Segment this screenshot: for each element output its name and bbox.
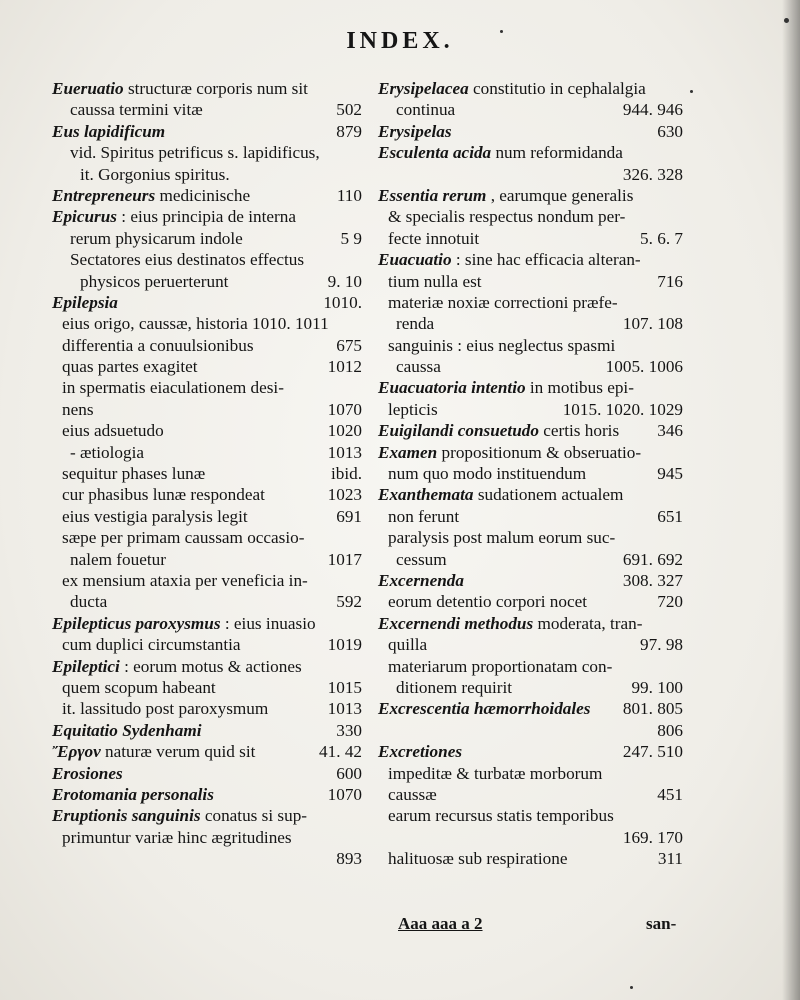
index-page-ref: 1013 bbox=[327, 699, 362, 719]
index-page-ref: 675 bbox=[336, 335, 362, 355]
index-line bbox=[378, 463, 683, 484]
index-entry-text: ditionem requirit bbox=[396, 677, 512, 697]
index-page-ref: 326. 328 bbox=[622, 164, 683, 184]
index-entry-text: sæpe per primam caussam occasio- bbox=[62, 528, 305, 548]
index-line bbox=[52, 399, 362, 420]
index-entry-text: lepticis bbox=[388, 399, 438, 419]
index-page-ref: ibid. bbox=[330, 464, 362, 484]
index-line bbox=[378, 677, 683, 698]
index-page-ref: 1070 bbox=[327, 399, 362, 419]
index-entry-text: Erysipelas bbox=[378, 121, 452, 141]
index-entry-text: materiarum proportionatam con- bbox=[388, 656, 613, 676]
index-line bbox=[52, 506, 362, 527]
index-entry-text: eius adsuetudo bbox=[62, 421, 164, 441]
index-entry-text: differentia a conuulsionibus bbox=[62, 335, 254, 355]
index-line bbox=[52, 249, 362, 270]
index-page-ref: 107. 108 bbox=[622, 314, 683, 334]
index-page-ref: 451 bbox=[657, 784, 683, 804]
index-entry-text: vid. Spiritus petrificus s. lapidificus, bbox=[70, 143, 320, 163]
index-line bbox=[52, 335, 362, 356]
index-line bbox=[52, 741, 362, 762]
index-entry-text: Eueruatio structuræ corporis num sit bbox=[52, 79, 308, 98]
index-entry-text: renda bbox=[396, 314, 435, 334]
index-entry-text: Erotomania personalis bbox=[52, 784, 214, 804]
index-page-ref: 9. 10 bbox=[327, 271, 362, 291]
index-line bbox=[52, 99, 362, 120]
index-line bbox=[378, 356, 683, 377]
index-line bbox=[378, 142, 683, 163]
index-entry-text: Erosiones bbox=[52, 763, 123, 783]
index-page-ref: 716 bbox=[657, 271, 683, 291]
index-entry-text: Excretiones bbox=[378, 742, 463, 762]
index-page-ref: 893 bbox=[336, 849, 362, 869]
index-line bbox=[52, 698, 362, 719]
index-page-ref: 97. 98 bbox=[640, 635, 683, 655]
index-entry-text: primuntur variæ hinc ægritudines bbox=[62, 827, 292, 847]
index-page-ref: 945 bbox=[657, 464, 683, 484]
index-entry-text: sanguinis : eius neglectus spasmi bbox=[388, 335, 616, 355]
index-page-ref: 5 9 bbox=[340, 228, 362, 248]
index-line bbox=[52, 656, 362, 677]
index-line bbox=[378, 185, 683, 206]
index-line bbox=[378, 741, 683, 762]
index-entry-text: caussæ bbox=[388, 784, 437, 804]
index-entry-text: physicos peruerterunt bbox=[80, 271, 229, 291]
index-entry-text: fecte innotuit bbox=[388, 228, 480, 248]
index-entry-text: Epilepticus paroxysmus : eius inuasio bbox=[52, 613, 316, 633]
index-line bbox=[378, 484, 683, 505]
index-line bbox=[378, 698, 683, 719]
index-line bbox=[378, 442, 683, 463]
index-line bbox=[52, 206, 362, 227]
index-page-ref: 1015. 1020. 1029 bbox=[562, 399, 683, 419]
index-entry-text: nalem fouetur bbox=[70, 549, 166, 569]
index-line bbox=[378, 763, 683, 784]
index-line bbox=[378, 420, 683, 441]
index-line bbox=[378, 634, 683, 655]
index-entry-text: Epicurus : eius principia de interna bbox=[52, 207, 296, 227]
signature-mark: Aaa aaa a 2 bbox=[398, 914, 483, 933]
catchword: san- bbox=[646, 914, 677, 933]
index-page-ref: 99. 100 bbox=[631, 677, 683, 697]
index-line bbox=[52, 292, 362, 313]
index-line bbox=[52, 142, 362, 163]
print-speck bbox=[500, 30, 503, 33]
index-entry-text: cum duplici circumstantia bbox=[62, 635, 241, 655]
index-entry-text: Entrepreneurs medicinische bbox=[52, 185, 251, 205]
index-entry-text: materiæ noxiæ correctioni præfe- bbox=[388, 292, 618, 312]
index-entry-text: Erysipelacea constitutio in cephalalgia bbox=[378, 79, 646, 98]
index-page-ref: 247. 510 bbox=[622, 742, 683, 762]
index-entry-text: earum recursus statis temporibus bbox=[388, 806, 614, 826]
index-line bbox=[378, 613, 683, 634]
index-page-ref: 630 bbox=[657, 121, 683, 141]
print-speck bbox=[630, 986, 633, 989]
index-page-ref: 691 bbox=[336, 506, 362, 526]
index-entry-text: in spermatis eiaculationem desi- bbox=[62, 378, 284, 398]
index-page-ref: 1023 bbox=[327, 485, 362, 505]
index-page-ref: 691. 692 bbox=[622, 549, 683, 569]
index-entry-text: - ætiologia bbox=[70, 442, 144, 462]
index-entry-text: & specialis respectus nondum per- bbox=[388, 207, 626, 227]
index-entry-text: quas partes exagitet bbox=[62, 357, 198, 377]
index-line bbox=[378, 121, 683, 142]
index-line bbox=[378, 570, 683, 591]
index-entry-text: Eruptionis sanguinis conatus si sup- bbox=[52, 806, 308, 826]
print-speck bbox=[690, 90, 693, 93]
index-line bbox=[378, 292, 683, 313]
index-page-ref: 1070 bbox=[327, 784, 362, 804]
index-line bbox=[378, 805, 683, 826]
index-line bbox=[52, 121, 362, 142]
index-entry-text: Ἔργον naturæ verum quid sit bbox=[52, 742, 256, 762]
index-entry-text: impeditæ & turbatæ morborum bbox=[388, 763, 603, 783]
index-line bbox=[378, 249, 683, 270]
index-entry-text: rerum physicarum indole bbox=[70, 228, 243, 248]
index-page-ref: 169. 170 bbox=[622, 827, 683, 847]
index-line bbox=[378, 377, 683, 398]
index-line bbox=[52, 313, 362, 334]
index-line bbox=[52, 805, 362, 826]
index-page-ref: 502 bbox=[336, 100, 362, 120]
index-entry-text: nens bbox=[62, 399, 94, 419]
index-line bbox=[52, 185, 362, 206]
left-index-column bbox=[52, 78, 362, 869]
index-line bbox=[378, 656, 683, 677]
index-page-ref: 592 bbox=[336, 592, 362, 612]
right-index-column bbox=[378, 78, 683, 869]
index-page-ref: 1017 bbox=[327, 549, 362, 569]
index-entry-text: Examen propositionum & obseruatio- bbox=[378, 442, 642, 462]
index-entry-text: tium nulla est bbox=[388, 271, 482, 291]
index-line bbox=[52, 549, 362, 570]
index-entry-text: Epilepsia bbox=[52, 292, 118, 312]
index-line bbox=[52, 484, 362, 505]
index-line bbox=[52, 356, 362, 377]
index-line bbox=[378, 271, 683, 292]
index-page-ref: 308. 327 bbox=[622, 570, 683, 590]
index-page-ref: 806 bbox=[657, 720, 683, 740]
index-line bbox=[52, 848, 362, 869]
index-page-ref: 5. 6. 7 bbox=[640, 228, 683, 248]
index-line bbox=[378, 720, 683, 741]
index-page-ref: 1012 bbox=[327, 357, 362, 377]
index-line bbox=[378, 549, 683, 570]
index-page-ref: 311 bbox=[657, 849, 683, 869]
index-line bbox=[52, 377, 362, 398]
index-page-ref: 1020 bbox=[327, 421, 362, 441]
index-entry-text: num quo modo instituendum bbox=[388, 464, 587, 484]
index-line bbox=[378, 99, 683, 120]
index-entry-text: Equitatio Sydenhami bbox=[52, 720, 202, 740]
index-line bbox=[378, 506, 683, 527]
index-entry-text: Eus lapidificum bbox=[52, 121, 166, 141]
index-line bbox=[52, 228, 362, 249]
index-entry-text: quilla bbox=[388, 635, 428, 655]
index-entry-text: Exanthemata sudationem actualem bbox=[378, 485, 624, 505]
index-line bbox=[378, 228, 683, 249]
index-line bbox=[52, 720, 362, 741]
index-entry-text: Euigilandi consuetudo certis horis bbox=[378, 421, 620, 441]
index-line bbox=[52, 164, 362, 185]
index-line bbox=[378, 164, 683, 185]
index-page-ref: 879 bbox=[336, 121, 362, 141]
index-page-ref: 944. 946 bbox=[622, 100, 683, 120]
running-head: INDEX. bbox=[346, 28, 454, 54]
index-entry-text: quem scopum habeant bbox=[62, 677, 216, 697]
index-entry-text: cur phasibus lunæ respondeat bbox=[62, 485, 265, 505]
index-entry-text: continua bbox=[396, 100, 456, 120]
index-page-ref: 1013 bbox=[327, 442, 362, 462]
index-entry-text: Essentia rerum , earumque generalis bbox=[378, 185, 634, 205]
index-line bbox=[52, 827, 362, 848]
index-entry-text: cessum bbox=[396, 549, 447, 569]
index-line bbox=[52, 784, 362, 805]
index-line bbox=[378, 527, 683, 548]
index-page-ref: 1019 bbox=[327, 635, 362, 655]
index-line bbox=[52, 677, 362, 698]
index-page-ref: 1010. bbox=[323, 292, 362, 312]
index-line bbox=[52, 271, 362, 292]
index-entry-text: Excernenda bbox=[378, 570, 464, 590]
index-entry-text: it. lassitudo post paroxysmum bbox=[62, 699, 269, 719]
index-page-ref: 1015 bbox=[327, 677, 362, 697]
index-line bbox=[52, 420, 362, 441]
print-speck bbox=[784, 18, 789, 23]
index-line bbox=[378, 313, 683, 334]
index-entry-text: eius vestigia paralysis legit bbox=[62, 506, 248, 526]
index-entry-text: it. Gorgonius spiritus. bbox=[80, 164, 230, 184]
index-line bbox=[52, 634, 362, 655]
index-entry-text: Sectatores eius destinatos effectus bbox=[70, 250, 305, 270]
index-page-ref: 330 bbox=[336, 720, 362, 740]
index-entry-text: halituosæ sub respiratione bbox=[388, 849, 568, 869]
index-entry-text: ex mensium ataxia per veneficia in- bbox=[62, 570, 308, 590]
index-entry-text: Euacuatio : sine hac efficacia alteran- bbox=[378, 250, 641, 270]
index-entry-text: Esculenta acida num reformidanda bbox=[378, 143, 623, 163]
index-line bbox=[52, 763, 362, 784]
index-page-ref: 41. 42 bbox=[319, 742, 362, 762]
index-entry-text: eorum detentio corpori nocet bbox=[388, 592, 588, 612]
index-line bbox=[52, 613, 362, 634]
index-line bbox=[378, 335, 683, 356]
index-line bbox=[378, 78, 683, 99]
index-line bbox=[378, 848, 683, 869]
index-page-ref: 110 bbox=[336, 185, 362, 205]
index-line bbox=[52, 78, 362, 99]
index-line bbox=[378, 399, 683, 420]
index-line bbox=[378, 206, 683, 227]
index-page-ref: 1005. 1006 bbox=[605, 357, 683, 377]
page-edge-shadow bbox=[782, 0, 800, 1000]
index-entry-text: Excernendi methodus moderata, tran- bbox=[378, 613, 643, 633]
index-entry-text: Epileptici : eorum motus & actiones bbox=[52, 656, 302, 676]
index-line bbox=[378, 827, 683, 848]
index-line bbox=[52, 463, 362, 484]
index-entry-text: paralysis post malum eorum suc- bbox=[388, 528, 616, 548]
index-entry-text: non ferunt bbox=[388, 506, 460, 526]
index-entry-text: caussa termini vitæ bbox=[70, 100, 203, 120]
index-page-ref: 346 bbox=[657, 421, 683, 441]
index-line bbox=[378, 784, 683, 805]
index-line bbox=[52, 591, 362, 612]
index-entry-text: Euacuatoria intentio in motibus epi- bbox=[378, 378, 634, 398]
index-entry-text: Excrescentia hæmorrhoidales bbox=[378, 699, 591, 719]
index-page-ref: 801. 805 bbox=[622, 699, 683, 719]
index-line bbox=[378, 591, 683, 612]
index-page-ref: 600 bbox=[336, 763, 362, 783]
index-entry-text: ducta bbox=[70, 592, 108, 612]
index-line bbox=[52, 570, 362, 591]
index-page-ref: 720 bbox=[657, 592, 683, 612]
index-entry-text: eius origo, caussæ, historia 1010. 1011 bbox=[62, 314, 329, 334]
index-entry-text: sequitur phases lunæ bbox=[62, 464, 206, 484]
index-line bbox=[52, 527, 362, 548]
index-entry-text: caussa bbox=[396, 357, 441, 377]
index-line bbox=[52, 442, 362, 463]
index-page-ref: 651 bbox=[657, 506, 683, 526]
